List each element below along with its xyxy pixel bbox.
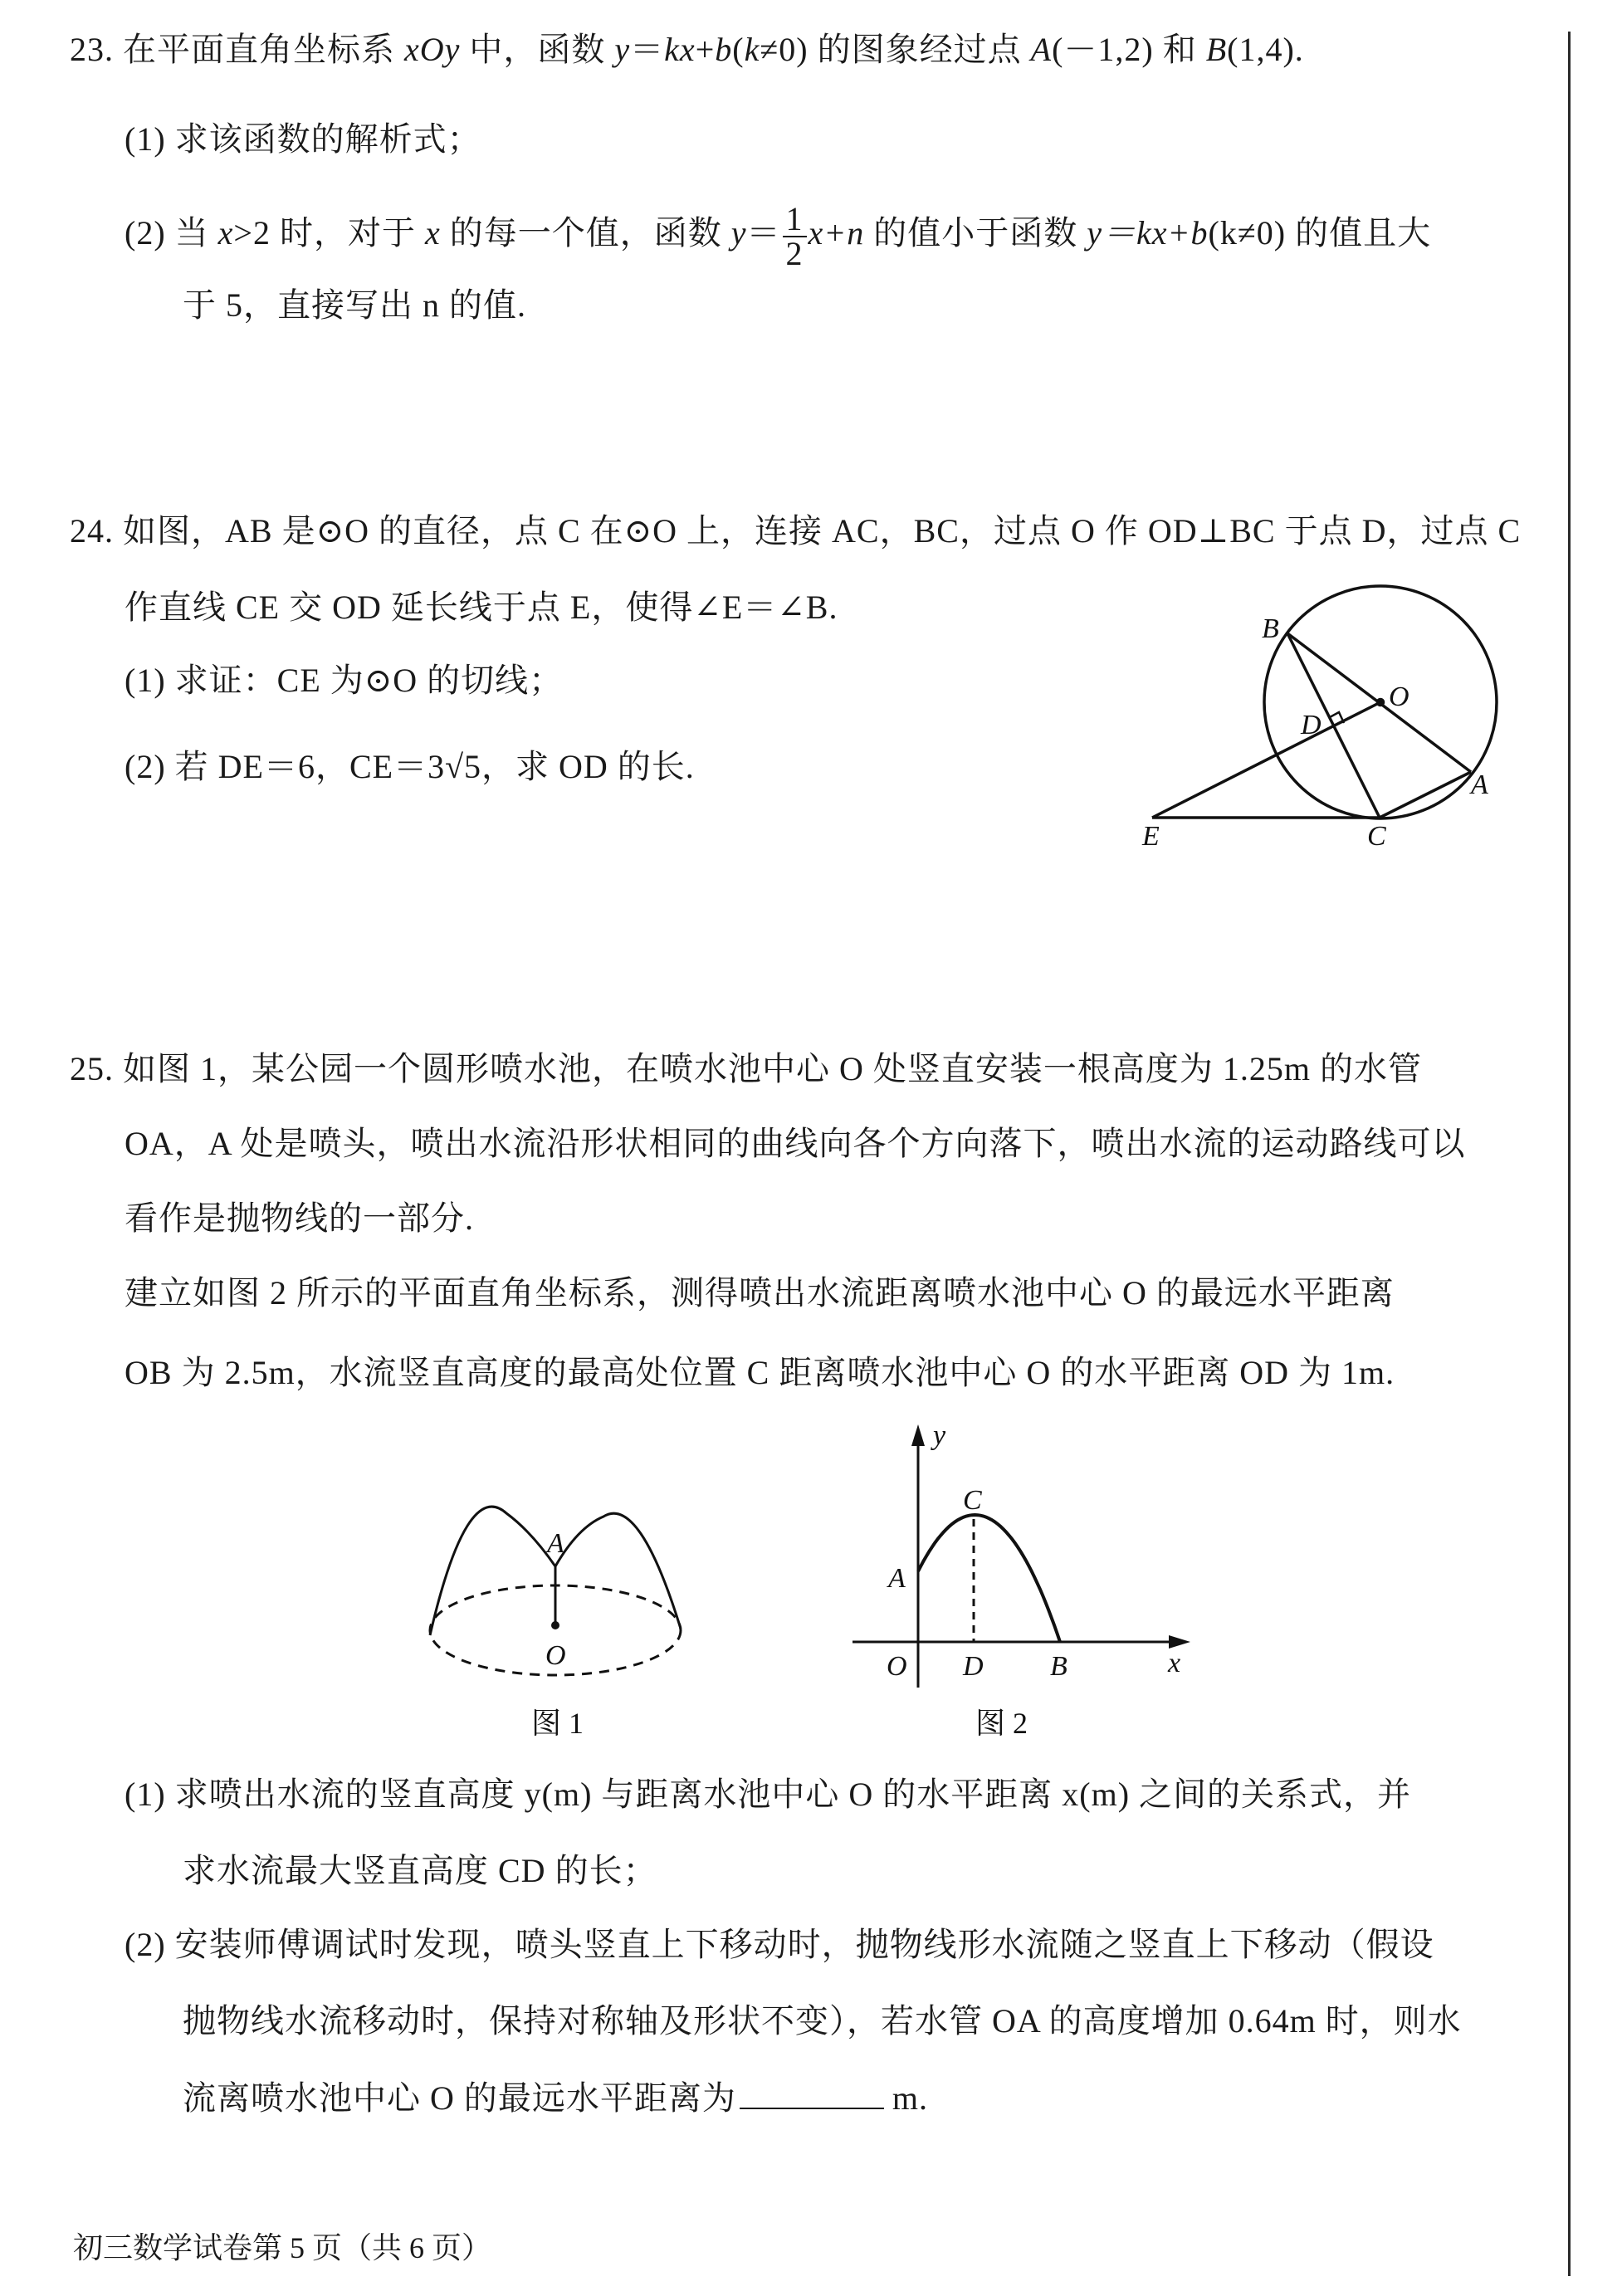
text: 的每一个值，函数 (440, 214, 731, 252)
parabola-curve (918, 1515, 1060, 1642)
fig2-caption: 图 2 (975, 1707, 1028, 1740)
text: >2 时，对于 (233, 214, 425, 252)
math-expr: y＝kx+b (1087, 214, 1209, 252)
fig2-label-c: C (963, 1485, 982, 1516)
label-e: E (1142, 821, 1160, 852)
q24-part1: (1) 求证：CE 为⊙O 的切线； (125, 662, 564, 699)
fig2-label-x: x (1168, 1648, 1181, 1678)
label-b: B (1262, 613, 1279, 644)
math-var: k (744, 31, 760, 68)
math-var: y (730, 214, 747, 252)
text: 的值小于函数 (864, 214, 1087, 252)
fraction-denominator: 2 (785, 235, 804, 272)
unit-text: m. (892, 2079, 929, 2117)
math-var: x (424, 214, 441, 252)
math-var: b (715, 31, 733, 68)
text: (2) 当 (125, 214, 218, 252)
text: ( (732, 31, 745, 68)
fig2-label-a: A (888, 1563, 906, 1594)
label-o: O (1389, 681, 1409, 712)
text: ＝ (746, 214, 781, 252)
q24-geometry-figure (1152, 586, 1497, 818)
fig1-caption: 图 1 (531, 1707, 584, 1740)
fig1-label-o: O (545, 1640, 566, 1671)
q24-line1: 24. 如图，AB 是⊙O 的直径，点 C 在⊙O 上，连接 AC，BC，过点 O 作 OD⊥BC 于点 D，过点 C (70, 512, 1522, 550)
left-water-arc (430, 1507, 555, 1635)
q24-line2: 作直线 CE 交 OD 延长线于点 E，使得∠E＝∠B. (125, 589, 838, 626)
q25-line2: OA，A 处是喷头，喷出水流沿形状相同的曲线向各个方向落下，喷出水流的运动路线可以 (125, 1125, 1466, 1162)
q25-part2-a: (2) 安装师傅调试时发现，喷头竖直上下移动时，抛物线形水流随之竖直上下移动（假设 (125, 1926, 1434, 1963)
fraction-numerator: 1 (783, 203, 807, 237)
fig2-label-y: y (933, 1420, 946, 1451)
q25-part2-b: 抛物线水流移动时，保持对称轴及形状不变），若水管 OA 的高度增加 0.64m 时，则水 (183, 2002, 1462, 2040)
text: ≠0) 的图象经过点 (760, 31, 1031, 68)
label-c: C (1367, 821, 1386, 852)
q23-part1: (1) 求该函数的解析式； (125, 120, 481, 158)
center-dot-o (551, 1621, 559, 1629)
label-a: A (1471, 769, 1488, 800)
fig2-label-d: D (963, 1651, 984, 1682)
fig2-label-o: O (887, 1651, 907, 1682)
math-var: kx (664, 31, 696, 68)
q25-part1-a: (1) 求喷出水流的竖直高度 y(m) 与距离水池中心 O 的水平距离 x(m) 之间的关系式，并 (125, 1776, 1412, 1813)
right-water-arc (555, 1513, 681, 1629)
math-var: y (614, 31, 631, 68)
q25-figure-2-graph (853, 1424, 1190, 1688)
text: 流离喷水池中心 O 的最远水平距离为 (183, 2079, 736, 2117)
q24-part2: (2) 若 DE＝6，CE＝3√5，求 OD 的长. (125, 748, 695, 785)
x-axis-arrow-icon (1169, 1635, 1190, 1649)
page-footer: 初三数学试卷第 5 页（共 6 页） (73, 2231, 492, 2264)
text: + (695, 31, 716, 68)
q25-part1-b: 求水流最大竖直高度 CD 的长； (183, 1852, 657, 1889)
q25-line5: OB 为 2.5m，水流竖直高度的最高处位置 C 距离喷水池中心 O 的水平距离 OD 为 1m. (125, 1354, 1395, 1391)
text: 23. 在平面直角坐标系 (70, 31, 404, 68)
q23-part2-cont: 于 5，直接写出 n 的值. (183, 286, 526, 324)
math-var: x (217, 214, 234, 252)
fig2-label-b: B (1050, 1651, 1067, 1682)
center-dot-o (1378, 700, 1384, 706)
text: 中，函数 (460, 31, 615, 68)
text: (－1,2) 和 (1052, 31, 1206, 68)
text: (1,4). (1227, 31, 1304, 68)
text: ＝ (630, 31, 665, 68)
text: (k≠0) 的值且大 (1208, 214, 1432, 252)
q25-line3: 看作是抛物线的一部分. (125, 1199, 474, 1237)
q24-labels (1141, 613, 1488, 852)
label-d: D (1301, 710, 1322, 740)
math-var: B (1205, 31, 1228, 68)
math-expr: x+n (808, 214, 865, 252)
q25-line4: 建立如图 2 所示的平面直角坐标系，测得喷出水流距离喷水池中心 O 的最远水平距离 (125, 1274, 1395, 1312)
fig1-label-a: A (547, 1528, 564, 1559)
y-axis-arrow-icon (911, 1424, 925, 1446)
math-var: xOy (404, 31, 461, 68)
q25-line1: 25. 如图 1，某公园一个圆形喷水池，在喷水池中心 O 处竖直安装一根高度为 1.25m 的水管 (70, 1050, 1422, 1087)
math-var: A (1030, 31, 1053, 68)
